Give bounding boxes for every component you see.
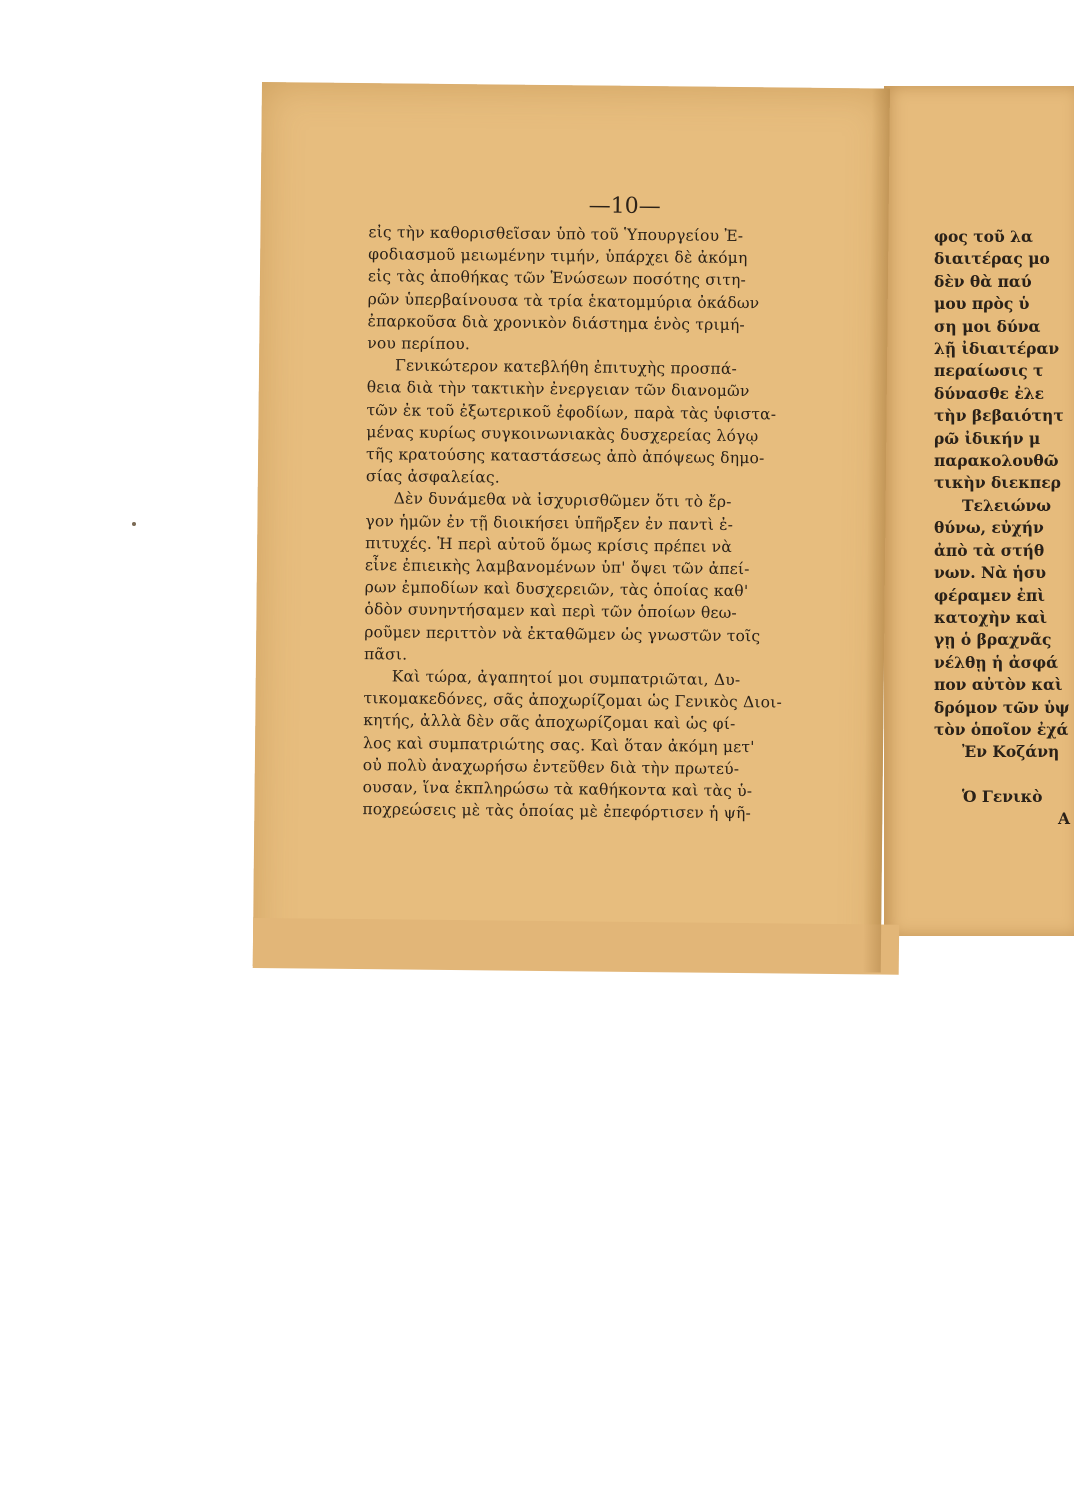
- text-line: πον αὐτὸν καὶ: [934, 675, 1063, 695]
- text-line: Τελειώνω: [962, 495, 1052, 515]
- left-page-text: [362, 221, 846, 825]
- text-line: εἰς τὴν καθορισθεῖσαν ὑπὸ τοῦ Ὑπουργείου Ἐ-: [368, 223, 744, 246]
- left-page: [253, 82, 890, 973]
- text-line: τὴν βεβαιότητ: [934, 406, 1064, 426]
- scan-speck: [132, 522, 136, 526]
- text-line: περαίωσις τ: [934, 361, 1044, 381]
- text-line: ρῶν ὑπερβαίνουσα τὰ τρία ἑκατομμύρια ὀκάδων: [367, 289, 760, 312]
- text-line: οὐ πολὺ ἀναχωρήσω ἐντεῦθεν διὰ τὴν πρωτεύ-: [362, 755, 740, 778]
- right-page: [884, 86, 1074, 936]
- text-line: φέραμεν ἐπὶ: [934, 585, 1045, 605]
- text-line: ὁδὸν συνηντήσαμεν καὶ περὶ τῶν ὁποίων θεω-: [364, 600, 738, 623]
- text-line: κητής, ἀλλὰ δὲν σᾶς ἀποχωρίζομαι καὶ ὡς φί-: [363, 711, 736, 734]
- text-line: νου περίπου.: [367, 334, 471, 354]
- text-line: Ἐν Κοζάνη: [962, 742, 1060, 762]
- text-line: ποχρεώσεις μὲ τὰς ὁποίας μὲ ἐπεφόρτισεν ἡ ψῆ-: [362, 800, 752, 823]
- page-number: —10—: [588, 193, 661, 220]
- text-line: λῇ ἰδιαιτέραν: [934, 339, 1060, 359]
- right-page-text: [934, 226, 1074, 831]
- text-line: ρῶ ἰδικήν μ: [934, 428, 1041, 448]
- text-line: μένας κυρίως συγκοινωνιακὰς δυσχερείας λόγῳ: [366, 422, 759, 446]
- text-line: εἰς τὰς ἀποθήκας τῶν Ἑνώσεων ποσότης σιτη-: [367, 267, 747, 290]
- text-line: τῶν ἐκ τοῦ ἐξωτερικοῦ ἐφοδίων, παρὰ τὰς ὑφιστα-: [366, 400, 777, 424]
- text-line: Α: [1057, 809, 1070, 829]
- text-line: εἶνε ἐπιεικὴς λαμβανομένων ὑπ' ὄψει τῶν ἀπεί-: [364, 556, 750, 579]
- text-line: [934, 764, 1074, 786]
- text-line: Δὲν δυνάμεθα νὰ ἰσχυρισθῶμεν ὅτι τὸ ἔρ-: [393, 489, 732, 512]
- text-line: διαιτέρας μο: [934, 249, 1050, 269]
- text-line: δύνασθε ἐλε: [934, 383, 1045, 403]
- text-line: Γενικώτερον κατεβλήθη ἐπιτυχὴς προσπά-: [394, 356, 738, 379]
- text-line: πᾶσι.: [363, 644, 408, 664]
- text-line: τῆς κρατούσης καταστάσεως ἀπὸ ἀπόψεως δημο-: [366, 445, 765, 468]
- text-line: δὲν θὰ παύ: [934, 271, 1032, 291]
- text-line: γῃ ὁ βραχνᾶς: [934, 630, 1052, 650]
- text-line: ουσαν, ἵνα ἐκπληρώσω τὰ καθήκοντα καὶ τὰς ὑ-: [362, 778, 753, 801]
- text-line: σίας ἀσφαλείας.: [365, 467, 501, 487]
- text-line: νων. Νὰ ἡσυ: [934, 563, 1047, 583]
- text-line: πιτυχές. Ἡ περὶ αὐτοῦ ὅμως κρίσις πρέπει νὰ: [365, 533, 733, 556]
- text-line: δρόμον τῶν ὑψ: [934, 697, 1070, 717]
- text-line: τὸν ὁποῖον ἐχά: [934, 719, 1069, 739]
- text-line: φος τοῦ λα: [934, 227, 1033, 246]
- text-line: παρακολουθῶ: [934, 451, 1059, 471]
- text-line: ἐπαρκοῦσα διὰ χρονικὸν διάστημα ἑνὸς τριμή-: [367, 311, 746, 334]
- page-edge-strip: [253, 918, 899, 975]
- text-line: ση μοι δύνα: [934, 316, 1041, 336]
- text-line: Καὶ τώρα, ἀγαπητοί μοι συμπατριῶται, Δυ-: [391, 667, 741, 690]
- text-line: ἀπὸ τὰ στήθ: [934, 540, 1045, 560]
- text-line: φοδιασμοῦ μειωμένην τιμήν, ὑπάρχει δὲ ἀκόμη: [368, 245, 748, 268]
- text-line: τικὴν διεκπερ: [934, 473, 1061, 493]
- text-line: Ὁ Γενικὸ: [962, 786, 1043, 806]
- text-line: ρων ἐμποδίων καὶ δυσχερειῶν, τὰς ὁποίας καθ': [364, 578, 749, 601]
- text-line: θεια διὰ τὴν τακτικὴν ἐνεργειαν τῶν διανομῶν: [366, 378, 750, 401]
- text-line: ροῦμεν περιττὸν νὰ ἐκταθῶμεν ὡς γνωστῶν τοῖς: [364, 622, 761, 645]
- text-line: γον ἡμῶν ἐν τῇ διοικήσει ὑπῆρξεν ἐν παντὶ ἐ-: [365, 511, 734, 534]
- text-line: κατοχὴν καὶ: [934, 607, 1047, 627]
- text-line: τικομακεδόνες, σᾶς ἀποχωρίζομαι ὡς Γενικὸς Διοι-: [363, 689, 783, 712]
- text-line: νέλθῃ ἡ ἀσφά: [934, 652, 1059, 672]
- text-line: μου πρὸς ὑ: [934, 294, 1030, 314]
- text-line: θύνω, εὐχήν: [934, 518, 1044, 538]
- text-line: λος καὶ συμπατριώτης σας. Καὶ ὅταν ἀκόμη μετ': [362, 733, 755, 756]
